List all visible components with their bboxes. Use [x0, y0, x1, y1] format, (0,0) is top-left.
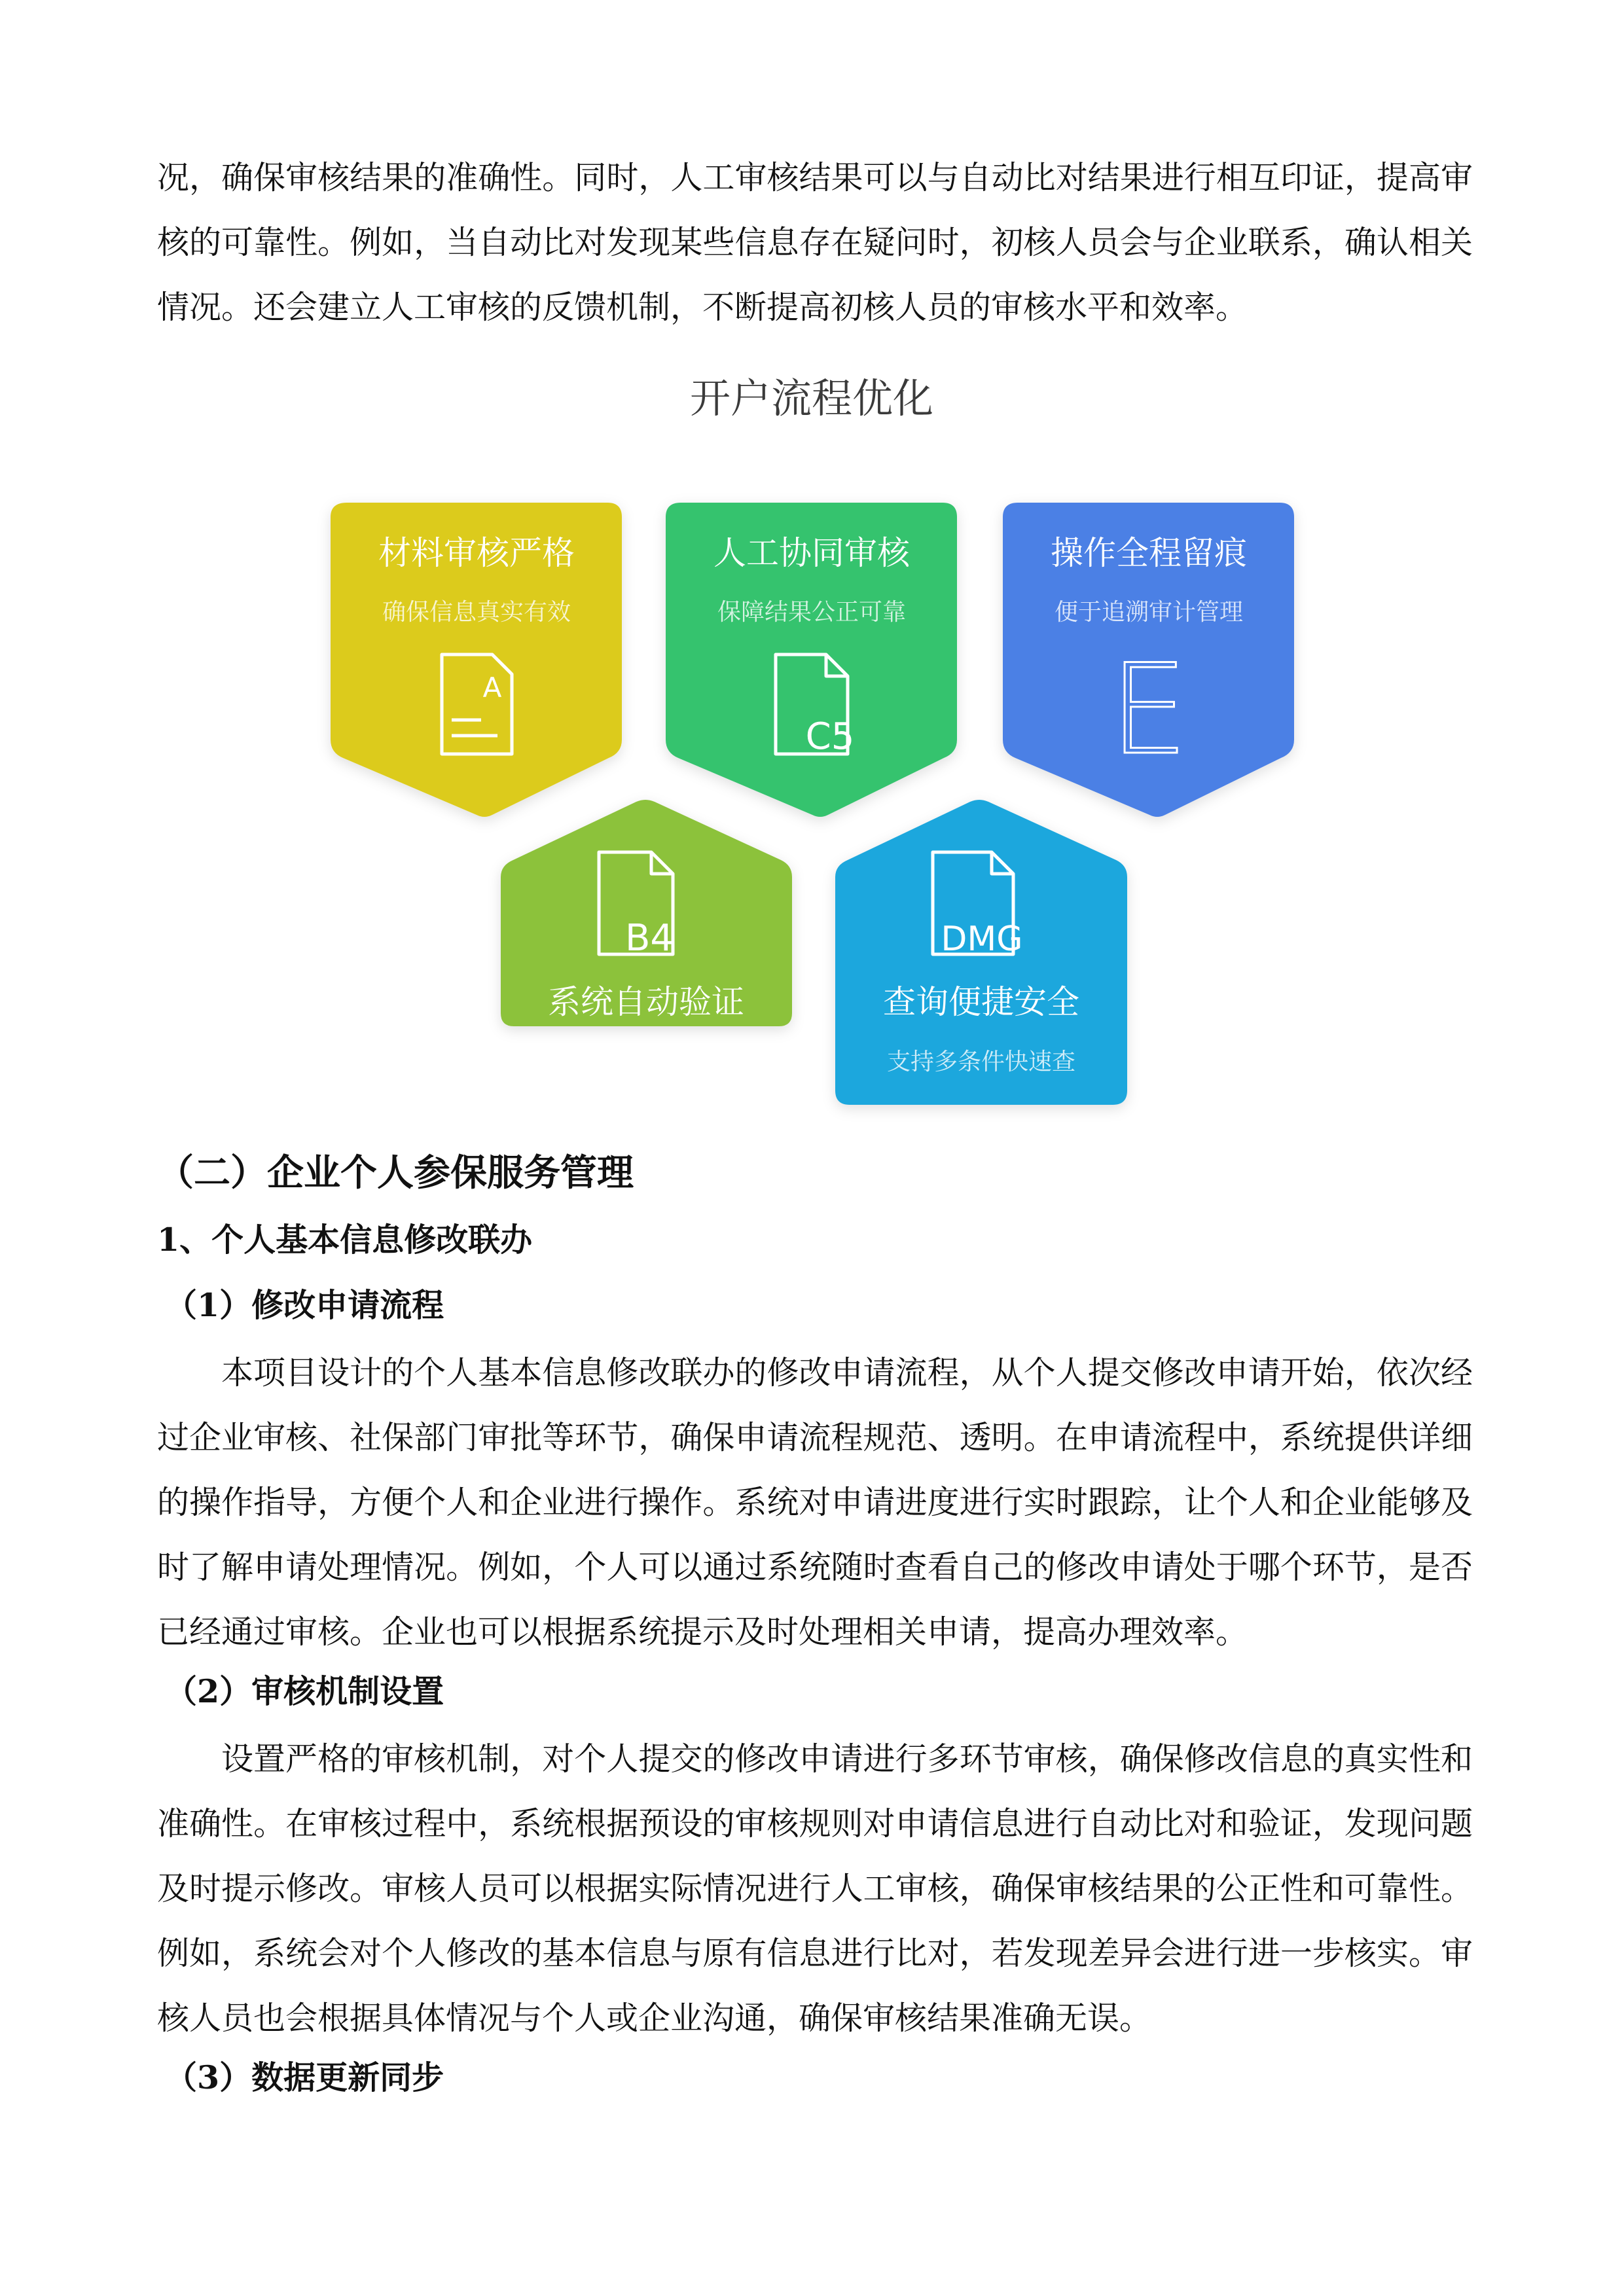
- item-heading-review-mechanism: （2）审核机制设置: [165, 1672, 444, 1710]
- card-title: 人工协同审核: [713, 534, 910, 572]
- icon-label: DMG: [941, 920, 1023, 959]
- item-paragraph-apply-process: 本项目设计的个人基本信息修改联办的修改申请流程，从个人提交修改申请开始，依次经过企业审核、社保部门审批等环节，确保申请流程规范、透明。在申请流程中，系统提供详细的操作指导，方便个人和企业进行操作。系统对申请进度进行实时跟踪，让个人和企业能够及时了解申请处理情况。例如，个人可以通过系统随时查看自己的修改申请处于哪个环节，是否已经通过审核。企业也可以根据系统提示及时处理相关申请，提高办理效率。: [157, 1354, 1473, 1651]
- icon-label: C5: [805, 715, 855, 758]
- intro-paragraph: 况，确保审核结果的准确性。同时，人工审核结果可以与自动比对结果进行相互印证，提高审核的可靠性。例如，当自动比对发现某些信息存在疑问时，初核人员会与企业联系，确认相关情况。还会建立人工审核的反馈机制，不断提高初核人员的审核水平和效率。: [157, 159, 1473, 326]
- icon-label: A: [482, 672, 502, 704]
- item-heading-apply-process: （1）修改申请流程: [165, 1286, 444, 1324]
- icon-label: B4: [624, 917, 674, 960]
- card-title: 系统自动验证: [548, 983, 744, 1021]
- item-heading-data-sync: （3）数据更新同步: [165, 2058, 444, 2096]
- section-heading: （二）企业个人参保服务管理: [157, 1151, 634, 1194]
- card-full-trace: [1003, 503, 1294, 817]
- card-manual-review: [666, 503, 957, 817]
- account-opening-infographic: [0, 0, 1624, 1126]
- infographic-title: 开户流程优化: [689, 374, 934, 422]
- card-subtitle: 确保信息真实有效: [382, 599, 571, 626]
- card-query-secure: [835, 800, 1127, 1105]
- item-paragraph-review-mechanism: 设置严格的审核机制，对个人提交的修改申请进行多环节审核，确保修改信息的真实性和准确性。在审核过程中，系统根据预设的审核规则对申请信息进行自动比对和验证，发现问题及时提示修改。审核人员可以根据实际情况进行人工审核，确保审核结果的公正性和可靠性。例如，系统会对个人修改的基本信息与原有信息进行比对，若发现差异会进行进一步核实。审核人员也会根据具体情况与个人或企业沟通，确保审核结果准确无误。: [157, 1740, 1473, 2037]
- card-subtitle: 提升数据准确效率: [551, 1049, 741, 1075]
- card-subtitle: 保障结果公正可靠: [717, 599, 907, 626]
- card-title: 查询便捷安全: [883, 983, 1079, 1021]
- subsection-heading: 1、个人基本信息修改联办: [157, 1221, 533, 1259]
- letter-e-icon: E: [1109, 637, 1189, 782]
- card-auto-verify: [499, 800, 792, 1075]
- card-material-review: [331, 503, 622, 817]
- card-title: 操作全程留痕: [1051, 534, 1247, 572]
- card-subtitle: 支持多条件快速查: [886, 1049, 1076, 1075]
- card-subtitle: 便于追溯审计管理: [1054, 599, 1244, 626]
- card-title: 材料审核严格: [378, 534, 575, 572]
